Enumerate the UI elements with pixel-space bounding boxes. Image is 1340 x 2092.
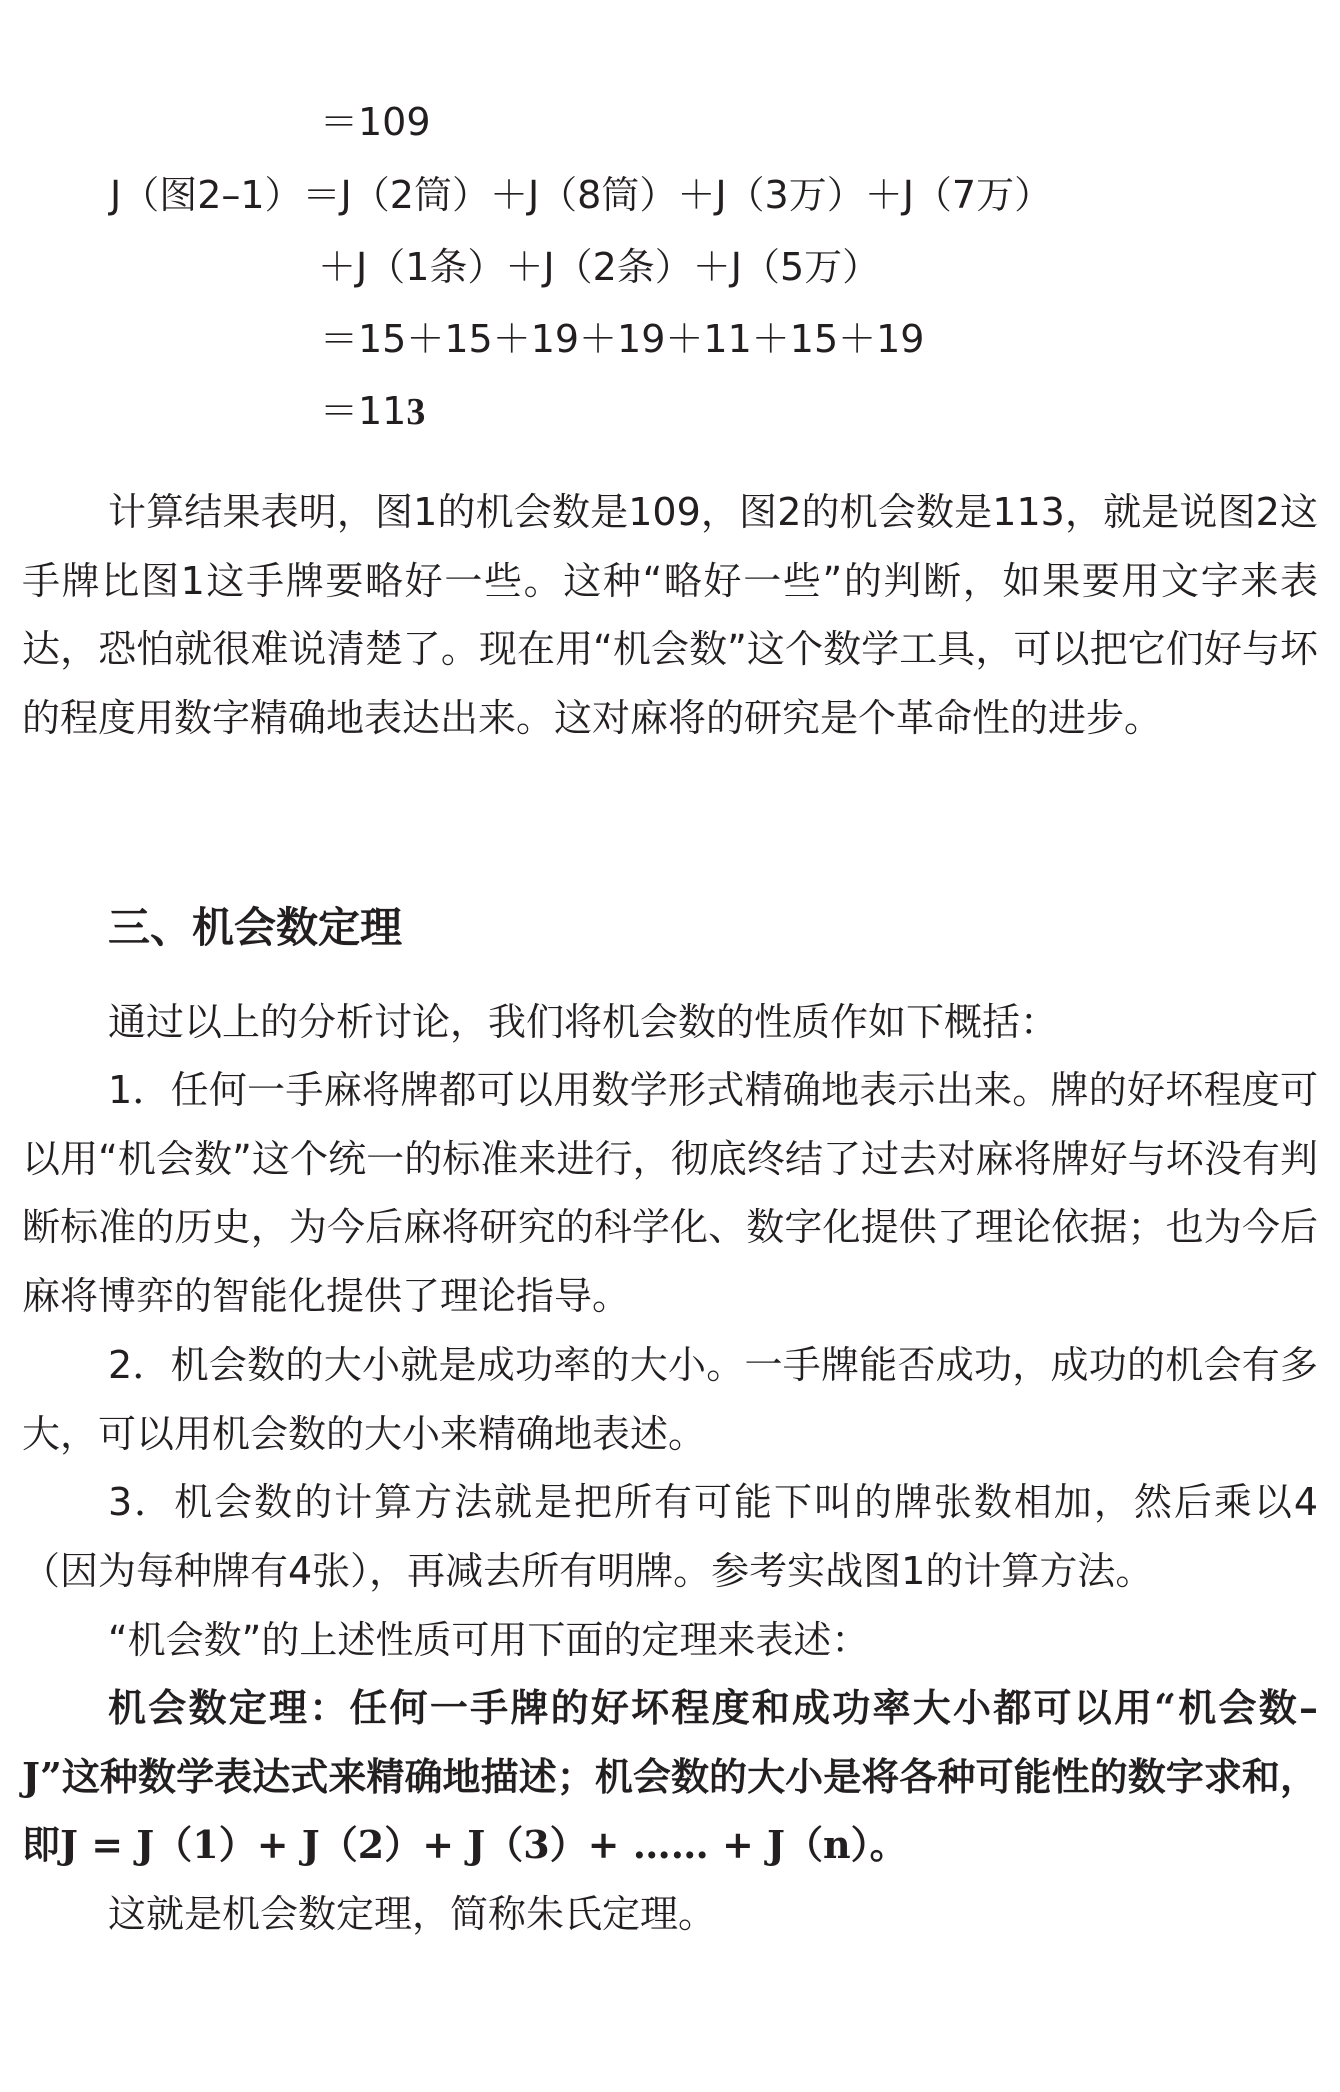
formula-line-2: J（图2–1）＝J（2筒）＋J（8筒）＋J（3万）＋J（7万） [110,173,1053,217]
formula-line-5-bold-digit: 3 [406,391,426,433]
section-title: 三、机会数定理 [108,903,403,952]
intro-paragraph: 通过以上的分析讨论，我们将机会数的性质作如下概括： [108,1000,1059,1044]
formula-line-4: ＝15＋15＋19＋19＋11＋15＋19 [320,317,925,361]
list-item-1: 1．任何一手麻将牌都可以用数学形式精确地表示出来。牌的好坏程度可以用“机会数”这个统一的标准来进行，彻底终结了过去对麻将牌好与坏没有判断标准的历史，为今后麻将研究的科学化、数字化提供了理论依据；也为今后麻将博弈的智能化提供了理论指导。 [22,1068,1318,1318]
formula-line-3: ＋J（1条）＋J（2条）＋J（5万） [318,245,881,289]
paragraph-result: 计算结果表明，图1的机会数是109，图2的机会数是113，就是说图2这手牌比图1这手牌要略好一些。这种“略好一些”的判断，如果要用文字来表达，恐怕就很难说清楚了。现在用“机会数”这个数学工具，可以把它们好与坏的程度用数字精确地表达出来。这对麻将的研究是个革命性的进步。 [22,490,1318,740]
list-item-2: 2．机会数的大小就是成功率的大小。一手牌能否成功，成功的机会有多大，可以用机会数的大小来精确地表述。 [22,1343,1318,1456]
formula-line-5-prefix: ＝11 [320,389,407,433]
theorem-paragraph: 机会数定理：任何一手牌的好坏程度和成功率大小都可以用“机会数–J”这种数学表达式来精确地描述；机会数的大小是将各种可能性的数字求和，即J = J（1）+ J（2）+ J（3）+ …… + J（n）。 [22,1685,1318,1867]
lead-in-paragraph: “机会数”的上述性质可用下面的定理来表述： [108,1618,870,1662]
list-item-3: 3．机会数的计算方法就是把所有可能下叫的牌张数相加，然后乘以4（因为每种牌有4张），再减去所有明牌。参考实战图1的计算方法。 [22,1480,1318,1593]
closing-paragraph: 这就是机会数定理，简称朱氏定理。 [108,1892,717,1936]
formula-line-5 [320,386,425,437]
formula-line-1: ＝109 [320,100,431,144]
